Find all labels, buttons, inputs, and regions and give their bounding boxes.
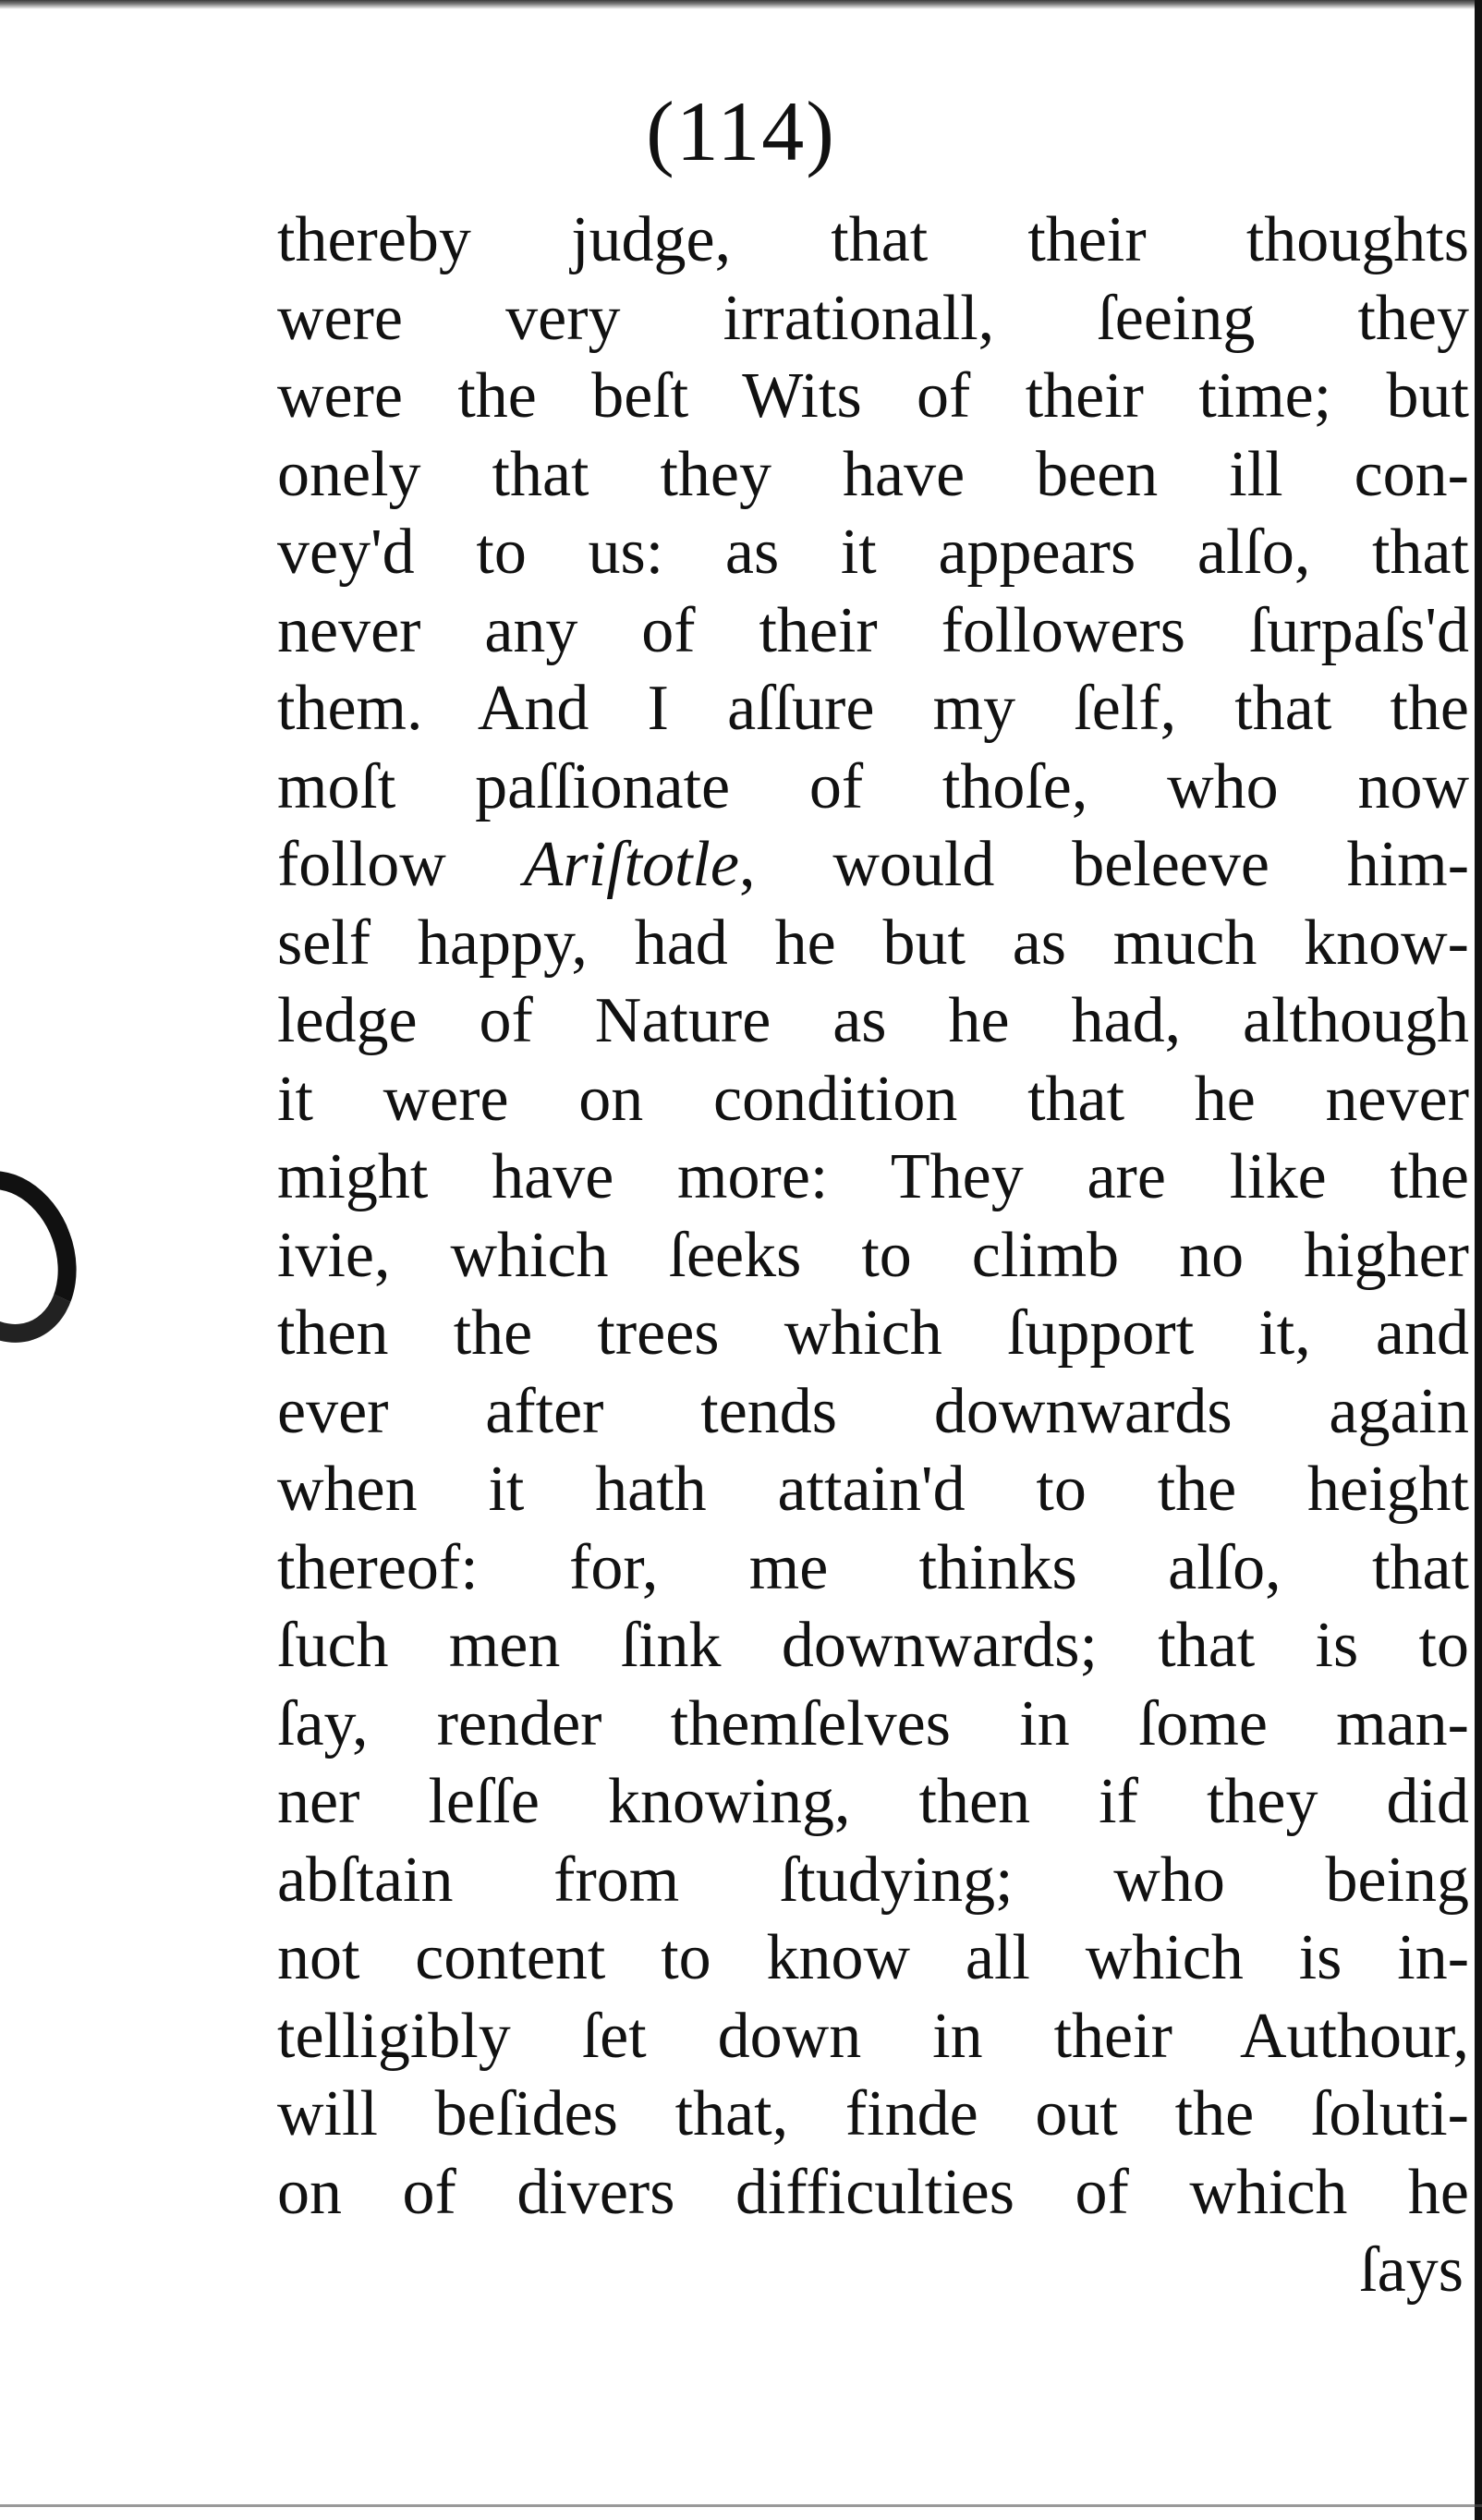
text-line-22: abſtain from ſtudying; who being	[277, 1844, 1469, 1916]
text-line-11: ledge of Nature as he had, although	[277, 985, 1469, 1056]
page-number: (114)	[646, 84, 836, 178]
body-text	[277, 201, 1469, 2310]
text-line-14: ivie, which ſeeks to climb no higher	[277, 1219, 1469, 1291]
text-line-9	[277, 826, 1469, 905]
text-line-4: onely that they have been ill con-	[277, 438, 1469, 510]
text-line-17: when it hath attain'd to the height	[277, 1454, 1469, 1525]
text-line-1: thereby judge, that their thoughts	[277, 204, 1469, 275]
text-line-3: were the beſt Wits of their time; but	[277, 360, 1469, 432]
right-page-edge	[1475, 0, 1482, 2520]
line9-before: follow	[277, 829, 524, 900]
text-line-2: were very irrationall, ſeeing they	[277, 282, 1469, 354]
text-line-19: ſuch men ſink downwards; that is to	[277, 1610, 1469, 1681]
text-line-23: not content to know all which is in-	[277, 1922, 1469, 1993]
top-edge-rule	[0, 0, 1482, 9]
aristotle-italic: Ariſtotle	[523, 829, 739, 900]
text-line-25: will beſides that, finde out the ſoluti-	[277, 2078, 1469, 2149]
text-line-15: then the trees which ſupport it, and	[277, 1297, 1469, 1369]
text-line-7: them. And I aſſure my ſelf, that the	[277, 673, 1469, 744]
text-line-6: never any of their followers ſurpaſs'd	[277, 594, 1469, 666]
margin-bracket-mark	[0, 1150, 100, 1363]
text-line-8: moſt paſſionate of thoſe, who now	[277, 750, 1469, 822]
catchword: ſays	[1359, 2234, 1464, 2306]
text-line-24: telligibly ſet down in their Authour,	[277, 2000, 1469, 2072]
bottom-edge-rule	[0, 2504, 1482, 2507]
text-line-18: thereof: for, me thinks alſo, that	[277, 1531, 1469, 1603]
line9-after: , would beleeve him-	[738, 829, 1469, 900]
text-line-5: vey'd to us: as it appears alſo, that	[277, 517, 1469, 588]
text-line-12: it were on condition that he never	[277, 1063, 1469, 1135]
text-line-26: on of divers difficulties of which he	[277, 2156, 1469, 2228]
text-line-20: ſay, render themſelves in ſome man-	[277, 1687, 1469, 1759]
text-line-16: ever after tends downwards again	[277, 1375, 1469, 1447]
text-line-13: might have more: They are like the	[277, 1141, 1469, 1212]
text-line-10: self happy, had he but as much know-	[277, 907, 1469, 979]
text-line-21: ner leſſe knowing, then if they did	[277, 1766, 1469, 1837]
